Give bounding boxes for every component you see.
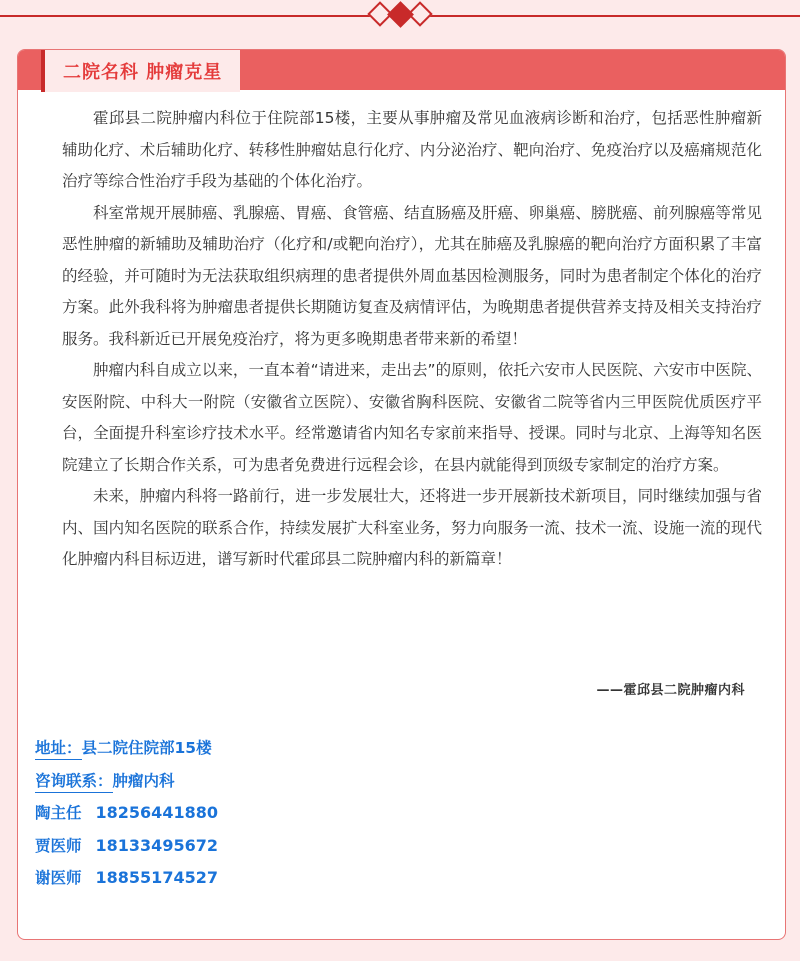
phone-number[interactable]: 18256441880 [95,803,218,822]
paragraph: 肿瘤内科自成立以来，一直本着“请进来，走出去”的原则，依托六安市人民医院、六安市中医院、安医附院、中科大一附院（安徽省立医院）、安徽省胸科医院、安徽省二院等省内三甲医院优质医疗平台，全面提升科室诊疗技术水平。经常邀请省内知名专家前来指导、授课。同时与北京、上海等知名医院建立了长期合作关系，可为患者免费进行远程会诊，在县内就能得到顶级专家制定的治疗方案。 [62,361,762,474]
contact-info [35,732,218,895]
doctor-row [35,797,218,830]
diamond-icon-center [387,1,414,28]
paragraph: 未来，肿瘤内科将一路前行，进一步发展壮大，还将进一步开展新技术新项目，同时继续加强与省内、国内知名医院的联系合作，持续发展扩大科室业务，努力向服务一流、技术一流、设施一流的现代化肿瘤内科目标迈进，谱写新时代霍邱县二院肿瘤内科的新篇章！ [62,487,762,568]
consult-value: 肿瘤内科 [112,771,175,790]
address-value: 县二院住院部15楼 [81,739,212,757]
doctor-row [35,830,218,863]
doctor-row [35,862,218,895]
address-row [35,732,218,765]
paragraph: 科室常规开展肺癌、乳腺癌、胃癌、食管癌、结直肠癌及肝癌、卵巢癌、膀胱癌、前列腺癌等常见恶性肿瘤的新辅助及辅助治疗（化疗和/或靶向治疗），尤其在肺癌及乳腺癌的靶向治疗方面积累了丰富的经验，并可随时为无法获取组织病理的患者提供外周血基因检测服务，同时为患者制定个体化的治疗方案。此外我科将为肿瘤患者提供长期随访复查及病情评估，为晚期患者提供营养支持及相关支持治疗服务。我科新近已开展免疫治疗，将为更多晚期患者带来新的希望！ [62,203,762,348]
signature: ——霍邱县二院肿瘤内科 [596,683,745,698]
phone-number[interactable]: 18133495672 [95,835,218,855]
doctor-name: 陶主任 [35,804,82,822]
divider-line-right [430,15,800,17]
article-body [62,103,762,576]
doctor-name: 谢医师 [35,869,82,887]
address-label: 地址： [35,739,82,760]
consult-label: 咨询联系： [35,772,113,793]
doctor-name: 贾医师 [35,836,82,855]
content-card [17,49,786,940]
paragraph: 霍邱县二院肿瘤内科位于住院部15楼，主要从事肿瘤及常见血液病诊断和治疗，包括恶性肿瘤新辅助化疗、术后辅助化疗、转移性肿瘤姑息行化疗、内分泌治疗、靶向治疗、免疫治疗以及癌痛规范化治疗等综合性治疗手段为基础的个体化治疗。 [62,109,762,190]
consult-row [35,765,218,798]
card-title: 二院名科 肿瘤克星 [41,50,240,92]
phone-number[interactable]: 18855174527 [95,868,218,887]
divider-line-left [0,15,385,17]
